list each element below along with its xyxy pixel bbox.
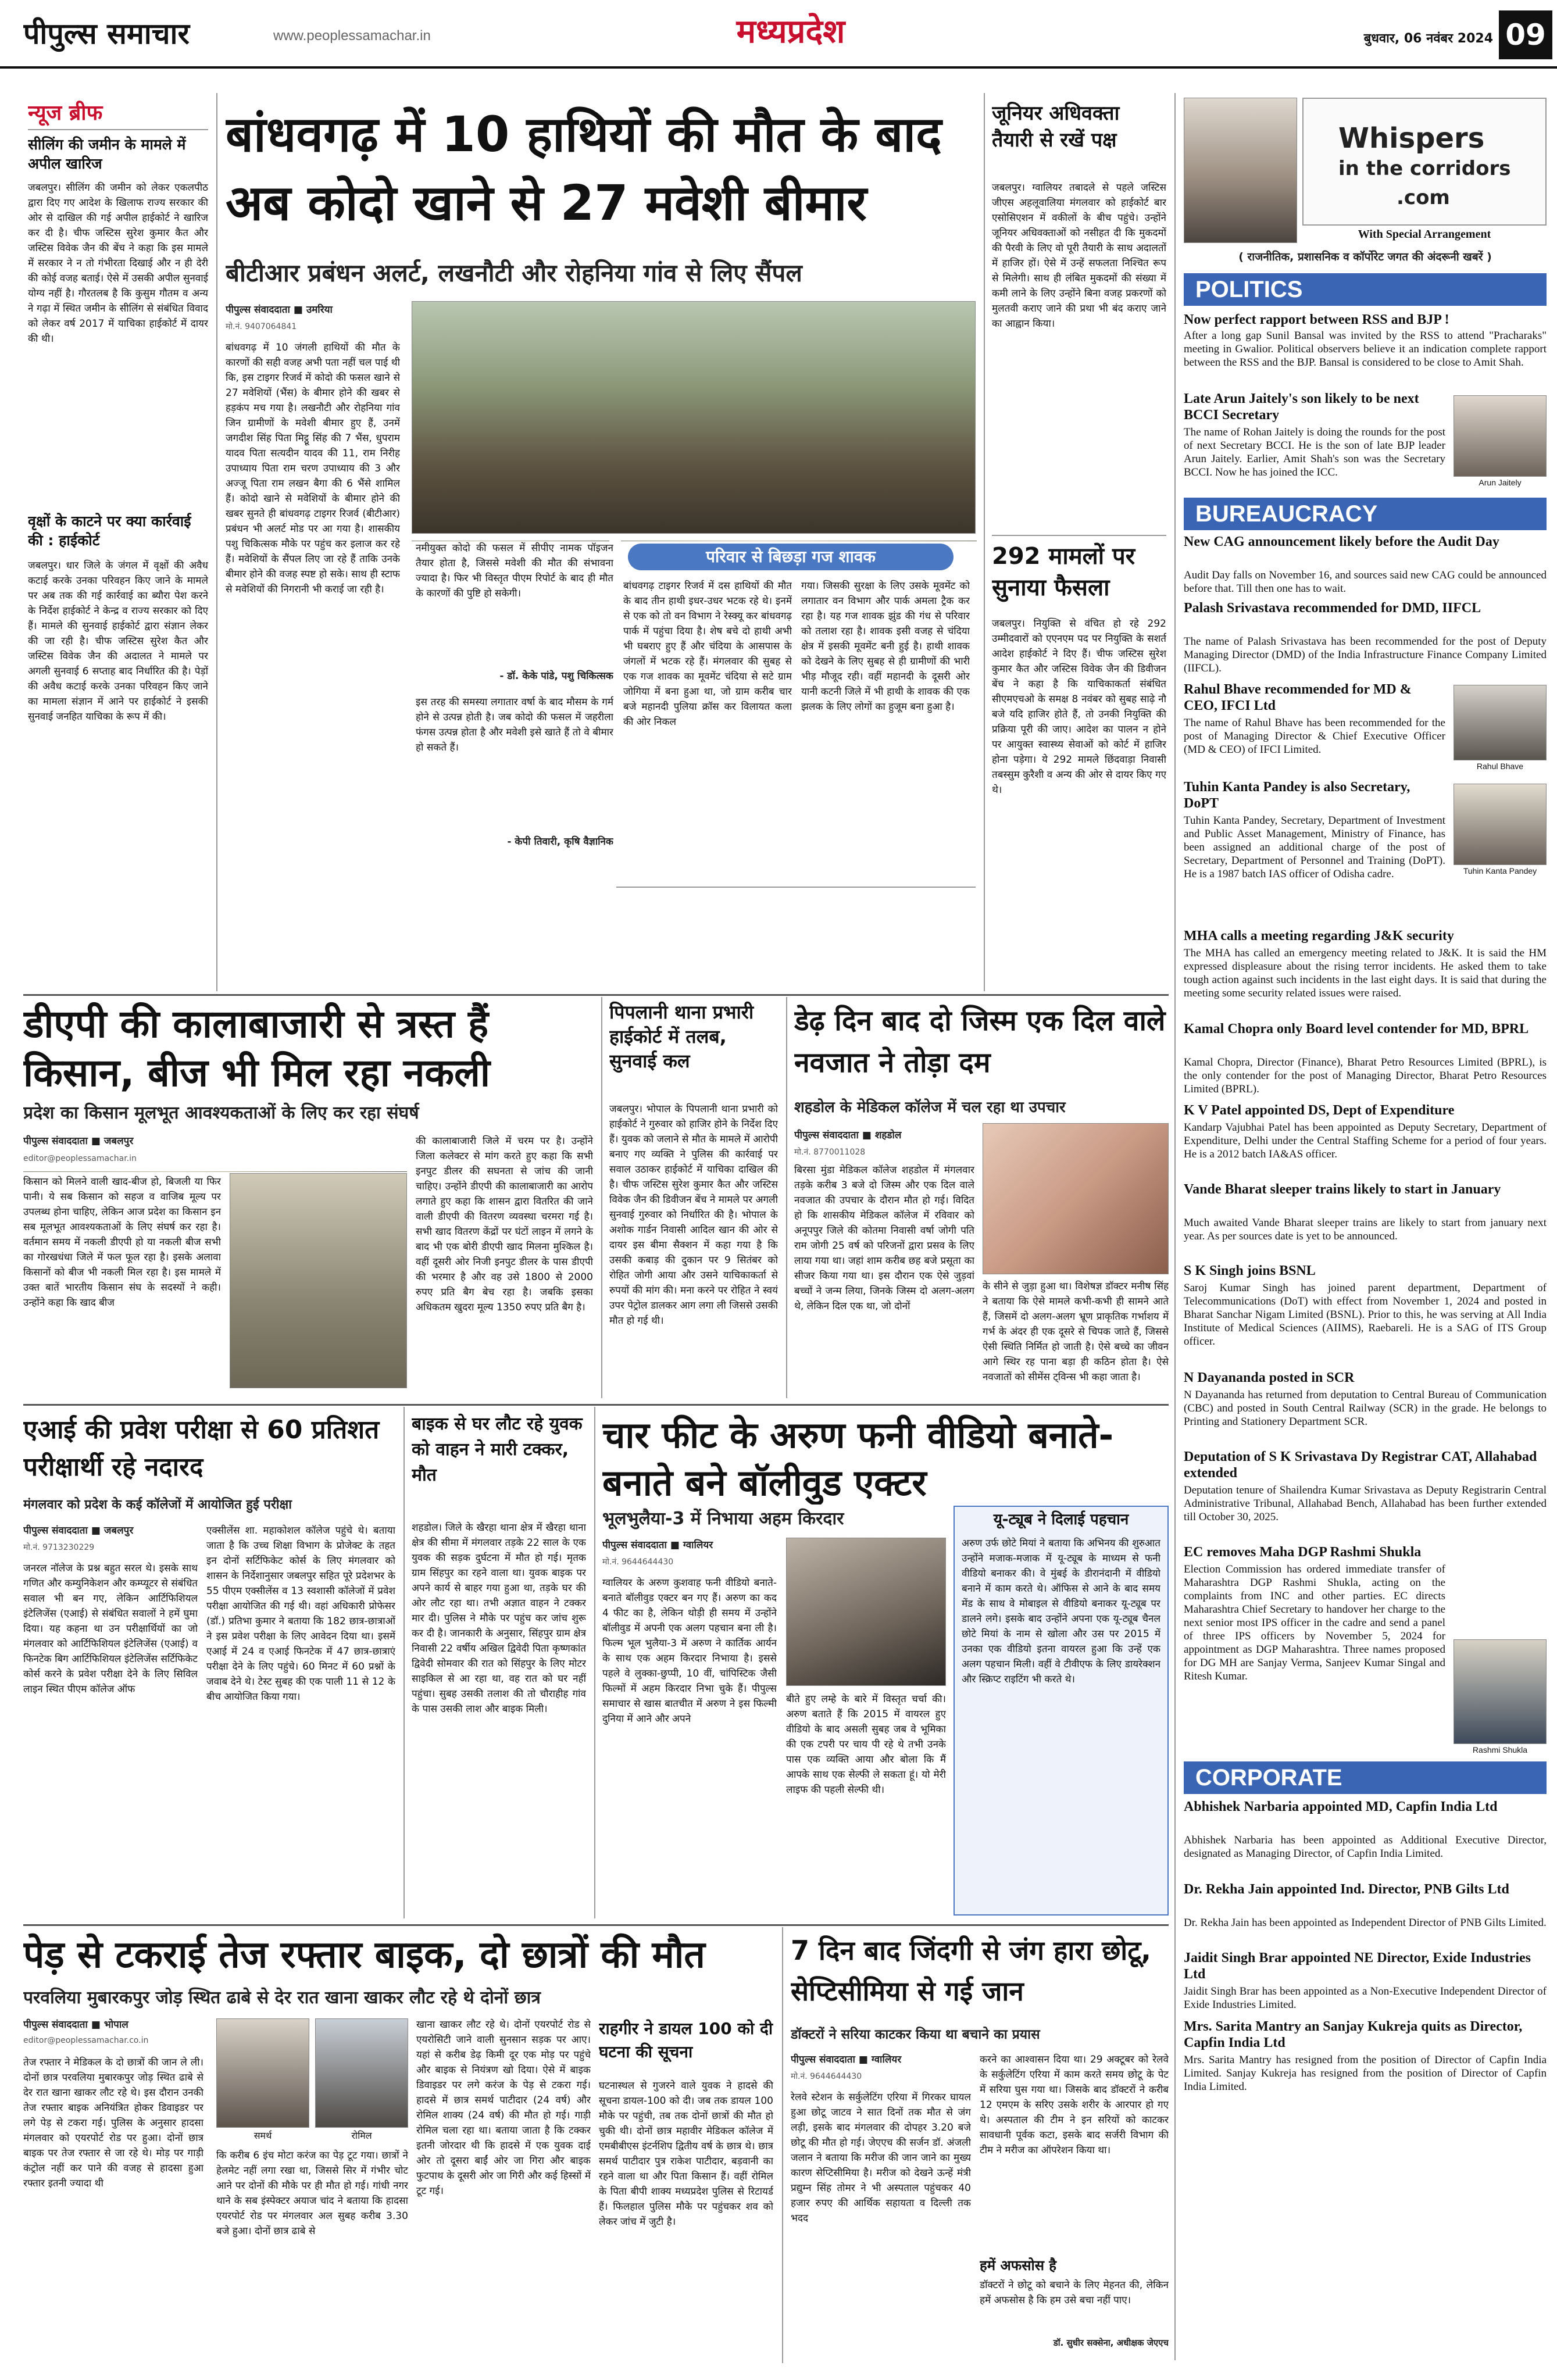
whispers-logo-domain: .com xyxy=(1397,186,1450,209)
calf-box-col-2: गया। जिसकी सुरक्षा के लिए उसके मूवमेंट को लगातार वन विभाग और पार्क अमला ट्रैक कर रहा है। यह गज शावक झुंड की गंध से परिवार को तलाश रहा है। शावक इसी वजह से चंदिया क्षेत्र में इसकी मूवमेंट बनी हुई है। हाथी शावक को देखने के लिए सुबह से ही ग्रामीणों की भारी भीड़ मौजूद रही। वहीं महानदी के दूसरी ओर यानी कटनी जिले में भी हाथी के शावक की एक झलक के लिए लोगों का हुजूम बना हुआ है। xyxy=(801,580,970,713)
dap-byline: पीपुल्स संवाददाता ■ जबलपुर xyxy=(23,1135,134,1147)
politics-item-text: The name of Rohan Jaitely is doing the rounds for the post of next Secretary BCCI. He is the son of late BJP leader Arun Jaitely. Earlier, Amit Shah's son was the Secretary BCCI. Now he has joined the ICC. xyxy=(1184,426,1445,478)
tree-headline: पेड़ से टकराई तेज रफ्तार बाइक, दो छात्रों की मौत xyxy=(23,1934,705,1977)
dap-column-1: किसान को मिलने वाली खाद-बीज हो, बिजली या फिर पानी। ये सब किसान को सहज व वाजिब मूल्य पर उपलब्ध होना चाहिए, लेकिन आज प्रदेश का किसान इन सब मूलभूत आवश्यकताओं के लिए संघर्ष कर रहा है। वर्तमान समय में नकली डीएपी हो या नकली बीज सभी का गोरखधंधा जिले में फल फूल रहा है। इसके अलावा किसानों को बीज भी नकली मिल रहा है। इस मामले में उक्त बातें भारतीय किसान संघ के सदस्यों ने कही। उन्होंने कहा कि खाद बीज xyxy=(23,1176,221,1309)
bureau-item-text: The MHA has called an emergency meeting related to J&K. It is said the HM expressed displeasure about the rising terror incidents. He asked them to take tough action against such incidents in the last eight days. It is said that during the meeting some security related issues were raised. xyxy=(1184,947,1547,999)
bureau-item-title: S K Singh joins BSNL xyxy=(1184,1263,1316,1278)
dial100-box xyxy=(599,2017,773,2357)
byline-place: ग्वालियर xyxy=(683,1539,713,1551)
pipalani-headline: पिपलानी थाना प्रभारी हाईकोर्ट में तलब, सुनवाई कल xyxy=(609,1001,754,1072)
bureau-item-title: New CAG announcement likely before the Audit Day xyxy=(1184,534,1499,549)
bureau-item-text: Tuhin Kanta Pandey, Secretary, Department of Investment and Public Asset Management, Ministry of Finance, has been assigned an additional charge of the post of Secretary, Department of Personnel and Training (DoPT). He is a 1987 batch IAS officer of Odisha cadre. xyxy=(1184,814,1445,880)
byline-text: पीपुल्स संवाददाता xyxy=(226,304,290,316)
seven-column-2: करने का आश्वासन दिया था। 29 अक्टूबर को रेलवे के सर्कुलेटिंग एरिया में काम करते समय छोटू के पेट में सरिया घुस गया था। जिसके बाद डॉक्टरों ने करीब 12 एमएम के सरिए उसके शरीर के आरपार हो गए थे। अस्पताल की टीम ने इन सरियों को काटकर सावधानी पूर्वक कटा, इसके बाद सर्जरी विभाग की टीम ने मरीज का ऑपरेशन किया था। xyxy=(980,2054,1169,2156)
byline-place: ग्वालियर xyxy=(871,2054,902,2065)
brief-text: जबलपुर। सीलिंग की जमीन को लेकर एकलपीठ द्वारा दिए गए आदेश के खिलाफ राज्य सरकार की ओर से दाखिल की गई अपील हाईकोर्ट ने खारिज कर दी है। चीफ जस्टिस सुरेश कुमार कैत और जस्टिस विवेक जैन की बेंच ने कहा कि इस मामले में सरकार ने न तो गंभीरता दिखाई और न ही देरी की कोई वजह बताई। ऐसे में उसकी अपील सुनवाई योग्य नहीं है। गौरतलब है कि कुसुम गौतम व अन्य ने गढ़ा में स्थित जमीन के सीलिंग से संबंधित विवाद को लेकर वर्ष 2017 में याचिका हाईकोर्ट में दायर की थी। xyxy=(28,182,208,345)
byline-text: पीपुल्स संवाददाता xyxy=(23,2019,88,2031)
quote-scientist: इस तरह की समस्या लगातार वर्षा के बाद मौसम के गर्म होने से उत्पन्न होती है। जब कोदो की फसल में जहरीला फंगस उत्पन्न होता है और मवेशी इसे खाते हैं तो वे बीमार हो सकते हैं। xyxy=(416,696,613,753)
byline-place: उमरिया xyxy=(306,304,333,316)
politics-item-title: Late Arun Jaitely's son likely to be next BCCI Secretary xyxy=(1184,391,1419,423)
whispers-logo-tagline: in the corridors xyxy=(1338,157,1511,180)
bureau-item-text: N Dayananda has returned from deputation to Central Bureau of Communication (CBC) and posted in South Central Railway (SCR) in the grade. He belongs to Printing and Stationery Department SCR. xyxy=(1184,1389,1547,1428)
shahdol-column-1: बिरसा मुंडा मेडिकल कॉलेज शहडोल में मंगलवार तड़के करीब 3 बजे दो जिस्म और एक दिल वाले नवजात की उपचार के दौरान मौत हो गई। विदित हो कि शासकीय मेडिकल कॉलेज में रविवार को अनूपपुर जिले की कोतमा निवासी वर्षा जोगी पति राम जोगी 25 वर्ष को परिजनों द्वारा प्रसव के लिए लाया गया था। जहां शाम करीब छह बजे प्रसूता का सीजर किया गया था। इस दौरान एक ऐसे जुड़वां बच्चों ने जन्म लिया, जिनके जिस्म दो अलग-अलग थे, लेकिन दिल एक था, जो दोनों xyxy=(794,1164,974,1312)
dap-headline: डीएपी की कालाबाजारी से त्रस्त हैं किसान, बीज भी मिल रहा नकली xyxy=(23,1002,490,1095)
corporate-item-text: Dr. Rekha Jain has been appointed as Independent Director of PNB Gilts Limited. xyxy=(1184,1917,1547,1929)
conjoined-twins-photo xyxy=(983,1123,1169,1274)
corporate-item-text: Jaidit Singh Brar has been appointed as a Non-Executive Independent Director of Exide Industries Limited. xyxy=(1184,1985,1547,2011)
bike-text: शहडोल। जिले के खैरहा थाना क्षेत्र में खैरहा थाना क्षेत्र की सीमा में मंगलवार तड़के 22 साल के एक युवक की सड़क दुर्घटना में मौत हो गई। मृतक ग्राम सिंहपुर का रहने वाला था। युवक बाइक पर अपने कार्य से बाहर गया हुआ था, तड़के घर की ओर लौट रहा था। तभी अज्ञात वाहन ने टक्कर मार दी। पुलिस ने मौके पर पहुंच कर जांच शुरू कर दी है। जानकारी के अनुसार, सिंहपुर ग्राम क्षेत्र निवासी 22 वर्षीय अखिल द्विवेदी पिता कृष्णकांत द्विवेदी सोमवार की रात को सिंहपुर के लिए मोटर साइकिल से आ रहा था, वह रात को घर नहीं पहुंचा। सुबह उसकी तलाश की तो चौराहीह गांव के पास उसकी लाश और बाइक मिली। xyxy=(412,1522,586,1715)
tuhin-pandey-photo xyxy=(1454,784,1547,865)
arun-byline: पीपुल्स संवाददाता ■ ग्वालियर xyxy=(602,1539,713,1551)
bureau-item-title: Vande Bharat sleeper trains likely to start in January xyxy=(1184,1182,1501,1197)
bureau-item-text: Election Commission has ordered immediate transfer of Maharashtra DGP Rashmi Shukla, acting on the complaints from INC and other parties. EC directs Maharashtra Chief Secretary to handover her charge to the next senior most IPS officer in the cadre and send a panel of three IPS officers by November 5, 2024 for appointment as DGP Maharashtra. Three names proposed for DG MH are Sanjay Verma, Sanjeev Kumar Singal and Ritesh Kumar. xyxy=(1184,1563,1445,1682)
bureau-item-text: Kamal Chopra, Director (Finance), Bharat Petro Resources Limited (BPRL), is the only contender for the post of Managing Director, Bharat Petro Resources Limited (BPRL). xyxy=(1184,1056,1547,1095)
shahdol-byline: पीपुल्स संवाददाता ■ शहडोल xyxy=(794,1130,902,1141)
quote-vet-attribution: - डॉ. केके पांडे, पशु चिकित्सक xyxy=(499,670,613,682)
dial100-headline: राहगीर ने डायल 100 को दी घटना की सूचना xyxy=(599,2019,773,2061)
caption-samarth: समर्थ xyxy=(253,2131,272,2141)
corporate-item-title: Mrs. Sarita Mantry an Sanjay Kukreja quits as Director, Capfin India Ltd xyxy=(1184,2019,1523,2050)
lead-byline: पीपुल्स संवाददाता ■ उमरिया xyxy=(226,304,333,316)
seven-mobile: मो.नं. 9644644430 xyxy=(791,2072,862,2081)
tuhin-pandey-caption: Tuhin Kanta Pandey xyxy=(1463,866,1537,875)
arun-column-1: ग्वालियर के अरुण कुशवाह फनी वीडियो बनाते-बनाते बॉलीवुड एक्टर बन गए हैं। अरुण का कद 4 फीट का है, लेकिन थोड़ी ही समय में उन्होंने बॉलीवुड में अपनी एक अलग पहचान बना ली है। फिल्म भूल भुलैया-3 में अरुण ने कार्तिक आर्यन के साथ एक अहम किरदार निभाया है। इससे पहले वे लुक्का-छुप्पी, 10 वीं, चांपिस्टिक जैसी फिल्मों में अहम किरदार निभा चुके हैं। पीपुल्स समाचार से खास बातचीत में अरुण ने इस फिल्मी दुनिया में आने और अपने xyxy=(602,1577,777,1725)
arun-subhead: भूलभुलैया-3 में निभाया अहम किरदार xyxy=(602,1509,844,1529)
ai-subhead: मंगलवार को प्रदेश के कई कॉलेजों में आयोजित हुई परीक्षा xyxy=(23,1498,292,1512)
bureau-item-text: Audit Day falls on November 16, and sources said new CAG could be announced before that. Till then one has to wait. xyxy=(1184,569,1547,595)
pipalani-text: जबलपुर। भोपाल के पिपलानी थाना प्रभारी को हाईकोर्ट ने गुरुवार को हाजिर होने के निर्देश दिए हैं। युवक को जलाने से मौत के मामले में आरोपी बनाए गए व्यक्ति ने पुलिस की कार्रवाई पर सवाल उठाकर हाईकोर्ट में याचिका दाखिल की है। चीफ जस्टिस सुरेश कुमार कैत और जस्टिस विवेक जैन की डिवीजन बेंच ने मामले पर अगली सुनवाई गुरुवार को निर्धारित की है। भोपाल के अशोक गार्डन निवासी आदिल खान की ओर से दायर इस बीमा सैक्शन में कहा गया है कि उसकी कबाड़ की दुकान पर 9 सितंबर को रोहित जोगी आया और उसने याचिकाकर्ता से रुपयों की मांग की। मना करने पर रोहित ने स्वयं उपर पेट्रोल डालकर आग लगा ली जिससे उसकी मौत हो गई थी। xyxy=(609,1103,778,1327)
byline-place: भोपाल xyxy=(103,2019,128,2031)
rahul-bhave-caption: Rahul Bhave xyxy=(1476,762,1524,771)
bureau-item-title: Palash Srivastava recommended for DMD, IIFCL xyxy=(1184,601,1481,616)
dap-queue-photo xyxy=(230,1173,407,1388)
regret-box-text: डॉक्टरों ने छोटू को बचाने के लिए मेहनत की, लेकिन हमें अफसोस है कि हम उसे बचा नहीं पाए। xyxy=(980,2279,1169,2306)
whispers-tagline: ( राजनीतिक, प्रशासनिक व कॉर्पोरेट जगत की अंदरूनी खबरें ) xyxy=(1238,251,1492,263)
arun-headline: चार फीट के अरुण फनी वीडियो बनाते-बनाते बने बॉलीवुड एक्टर xyxy=(602,1414,1114,1504)
news-brief-label: न्यूज ब्रीफ xyxy=(28,101,103,125)
regret-box-attribution: डॉ. सुधीर सक्सेना, अधीक्षक जेएएच xyxy=(1053,2338,1169,2348)
bureau-item-title: Deputation of S K Srivastava Dy Registrar CAT, Allahabad extended xyxy=(1184,1449,1537,1481)
seven-column-1: रेलवे स्टेशन के सर्कुलेटिंग एरिया में गिरकर घायल हुआ छोटू जाटव ने सात दिनों तक मौत से जंग लड़ी, इसके बाद मंगलवार की दोपहर 3.20 बजे छोटू की मौत हो गई। जेएएच की सर्जन डॉ. अंजली जलान ने बताया कि मरीज की जान जाने का मुख्य कारण सेप्टिसीमिया है। मरीज को देखने ऊन्हें मंत्री प्रद्युम्न सिंह तोमर ने भी अस्पताल पहुंचकर 40 हजार रुपए की आर्थिक सहायता व दिल्ली तक भदद xyxy=(791,2092,971,2224)
byline-place: जबलपुर xyxy=(103,1525,134,1536)
tree-email: editor@peoplessamachar.co.in xyxy=(23,2036,149,2045)
rahul-bhave-photo xyxy=(1454,685,1547,760)
quote-scientist-attribution: - केपी तिवारी, कृषि वैज्ञानिक xyxy=(507,836,613,848)
regret-box-title: हमें अफसोस है xyxy=(980,2257,1057,2274)
shahdol-headline: डेढ़ दिन बाद दो जिस्म एक दिल वाले नवजात ने तोड़ा दम xyxy=(794,1005,1166,1079)
whispers-arrangement: With Special Arrangement xyxy=(1358,228,1491,241)
ai-column-2: एक्सीलेंस शा. महाकोशल कॉलेज पहुंचे थे। बताया जाता है कि उच्च शिक्षा विभाग के प्रोजेक्ट के तहत इन दोनों सर्टिफिकेट कोर्स के लिए मंगलवार को शासन के निर्देशानुसार जबलपुर सहित पूरे प्रदेशभर के 55 पीएम एक्सीलेंस व 13 स्वशासी कॉलेजों में प्रवेश परीक्षा आयोजित की गई थी। वहां अधिकारी प्रोफेसर (डॉ.) प्रतिभा कुमार ने बताया कि 182 छात्र-छात्राओं ने इस प्रवेश परीक्षा के लिए आवेदन दिया था। इसमें एआई में 24 व एआई फिनटेक में 47 छात्र-छात्राएं परीक्षा देने के लिए पहुंचे। 60 मिनट में 60 प्रश्नों के जवाब देने थे। टेस्ट सुबह की एक पाली 11 से 12 के बीच आयोजित किया गया। xyxy=(206,1525,395,1703)
politics-section-header: POLITICS xyxy=(1184,273,1547,306)
bureau-item-text: The name of Palash Srivastava has been recommended for the post of Deputy Managing Director (DMD) of the India Infrastructure Finance Company Limited (IIFCL). xyxy=(1184,635,1547,674)
bureau-item-title: Rahul Bhave recommended for MD & CEO, IFCI Ltd xyxy=(1184,682,1412,713)
bureau-item-title: MHA calls a meeting regarding J&K security xyxy=(1184,928,1454,944)
columnist-portrait xyxy=(1184,98,1297,243)
shahdol-mobile: मो.नं. 8770011028 xyxy=(794,1148,866,1157)
website-url: www.peoplessamachar.in xyxy=(273,28,431,44)
byline-text: पीपुल्स संवाददाता xyxy=(791,2054,855,2065)
dap-column-2: की कालाबाजारी जिले में चरम पर है। उन्होंने जिला कलेक्टर से मांग करते हुए कहा कि सभी इनपुट डीलर की सघनता से जांच की जानी चाहिए। उन्होंने डीएपी की कालाबाजारी का आरोप लगाते हुए कहा कि शासन द्वारा वितरित की जाने वाली डीएपी की वितरण व्यवस्था चरमरा गई है। सभी खाद वितरण केंद्रों पर घंटों लाइन में लगने के बाद भी एक बोरी डीएपी खाद मिलना मुश्किल है। वहीं दूसरी ओर निजी इनपुट डीलर के पास डीएपी की भरमार है और वह उसे 1800 से 2000 रुपए प्रति बैग बेच रहा है। जबकि इसका अधिकतम खुदरा मूल्य 1350 रुपए प्रति बैग है। xyxy=(416,1135,593,1313)
tree-column-1: तेज रफ्तार ने मेडिकल के दो छात्रों की जान ले ली। दोनों छात्र परवलिया मुबारकपुर जोड़ स्थित ढाबे से देर रात खाना खाकर लौट रहे थे। इस दौरान उनकी तेज रफ्तार बाइक अनियंत्रित होकर डिवाइडर पर लगे पेड़ से टकरा गई। पुलिस के अनुसार हादसा मंगलवार को एयरपोर्ट रोड पर हुआ। दोनों छात्र बाइक पर तेज रफ्तार से जा रहे थे। मोड़ पर गाड़ी कंट्रोल नहीं कर पाने की वजह से हादसा हुआ रफ्तार इतनी ज्यादा थी xyxy=(23,2057,203,2189)
bureau-item-title: EC removes Maha DGP Rashmi Shukla xyxy=(1184,1545,1422,1560)
corporate-section-header: CORPORATE xyxy=(1184,1761,1547,1794)
calf-box-col-1: बांधवगढ़ टाइगर रिजर्व में दस हाथियों की मौत के बाद तीन हाथी इधर-उधर भटक रहे थे। इनमें से एक को तो वन विभाग ने रेस्क्यू कर बांधवगढ़ पार्क में पहुंचा दिया है। शेष बचे दो हाथी अभी भी घबराए हुए हैं और चंदिया के आसपास के जंगलों में भटक रहे हैं। मंगलवार की सुबह से एक गज शावक का मूवमेंट चंदिया से सटे ग्राम जोगिया में बना हुआ था, जो ग्राम करीब चार बजे महानदी पुलिया क्रॉस कर विलायत कला की ओर निकल xyxy=(623,580,792,728)
dap-farmers-queue-photo xyxy=(23,1171,407,1172)
lead-subhead: बीटीआर प्रबंधन अलर्ट, लखनौटी और रोहनिया गांव से लिए सैंपल xyxy=(226,259,802,287)
tree-column-3: खाना खाकर लौट रहे थे। दोनों एयरपोर्ट रोड से एयरोसिटी जाने वाली सुनसान सड़क पर आए। यहां से करीब डेढ़ किमी दूर एक मोड़ पर पहुंचे और बाइक से नियंत्रण खो दिया। ऐसे में बाइक डिवाइडर पर लगे करंज के पेड़ से टकरा गई। हादसे में छात्र समर्थ पाटीदार (24 वर्ष) और रोमिल शाक्य (24 वर्ष) की मौत हो गई। गाड़ी रोमिल चला रहा था। बताया जाता है कि टक्कर इतनी जोरदार थी कि हादसे में एक युवक दाई ओर तो दूसरा बाईं ओर जा गिरा और बाइक फुटपाथ के दूसरी ओर जा गिरी और कई हिस्सों में टूट गई। xyxy=(416,2019,591,2197)
rashmi-shukla-photo xyxy=(1454,1639,1547,1744)
brief-headline: वृक्षों के काटने पर क्या कार्रवाई की : हाईकोर्ट xyxy=(28,513,191,549)
byline-text: पीपुल्स संवाददाता xyxy=(23,1525,88,1536)
byline-text: पीपुल्स संवाददाता xyxy=(602,1539,667,1551)
bureaucracy-section-header: BUREAUCRACY xyxy=(1184,498,1547,530)
dap-subhead: प्रदेश का किसान मूलभूत आवश्यकताओं के लिए कर रहा संघर्ष xyxy=(23,1103,419,1123)
politics-item-text: After a long gap Sunil Bansal was invited by the RSS to attend "Pracharaks" meeting in Gwalior. Political observers believe it an indication complete rapport between the RSS and the BJP. Bansal is considered to be close to Amit Shah. xyxy=(1184,330,1547,369)
bureau-item-title: Tuhin Kanta Pandey is also Secretary, DoPT xyxy=(1184,780,1410,811)
bureau-item-text: Saroj Kumar Singh has joined parent department, Department of Telecommunications (DoT) with effect from November 1, 2024 and posted in Bharat Sanchar Nigam Limited (BSNL). Prior to this, he was serving at All India Institute of Medical Sciences (AIIMS), Raebareli. He is a SAG of ITS Group officer. xyxy=(1184,1282,1547,1348)
whispers-logo-word: Whispers xyxy=(1338,122,1485,155)
tree-byline: पीपुल्स संवाददाता ■ भोपाल xyxy=(23,2019,128,2031)
corporate-item-title: Jaidit Singh Brar appointed NE Director, Exide Industries Ltd xyxy=(1184,1950,1531,1982)
corporate-item-title: Abhishek Narbaria appointed MD, Capfin India Ltd xyxy=(1184,1799,1498,1814)
regret-box xyxy=(980,2256,1169,2357)
arun-photo xyxy=(786,1538,946,1686)
ai-column-1: जनरल नॉलेज के प्रश्न बहुत सरल थे। इसके साथ गणित और कम्युनिकेशन और कम्प्यूटर से संबंधित सवाल भी बन गए, लेकिन आर्टिफिशियल इंटेलिजेंस (एआई) से संबंधित सवालों ने हमें घुमा दिया। यह कहना था उन परीक्षार्थियों का जो मंगलवार को आर्टिफिशियल इंटेलिजेंस (एआई) व फिनटेक बिग आर्टिफिशियल इंटेलिजेंस सर्टिफिकेट कोर्स करने के प्रवेश परीक्षा देने के लिए सिविल लाइन स्थित पीएम कॉलेज ऑफ xyxy=(23,1563,198,1695)
rashmi-shukla-caption: Rashmi Shukla xyxy=(1472,1745,1528,1754)
bike-headline: बाइक से घर लौट रहे युवक को वाहन ने मारी टक्कर, मौत xyxy=(412,1414,583,1485)
arun-column-2: बीते हुए लम्हे के बारे में विस्तृत चर्चा की। अरुण बताते हैं कि 2015 में वायरल हुए वीडियो के बाद असली सुबह जब वे भूमिका की एक टपरी पर चाय पी रहे थे तभी उनके पास एक व्यक्ति आया और बोला कि मैं आपके साथ एक सेल्फी ले सकता हूं। यो मेरी लाइफ की पहली सेल्फी थी। xyxy=(786,1693,946,1796)
lead-column-1: बांधवगढ़ में 10 जंगली हाथियों की मौत के कारणों की सही वजह अभी पता नहीं चल पाई थी कि, इस टाइगर रिजर्व में कोदो की फसल खाने से 27 मवेशियों (भैंस) के बीमार होने की खबर से हड़कंप मच गया है। लखनौटी और रोहनिया गांव जिन ग्रामीणों के मवेशी बीमार हुए हैं, उनमें जगदीश सिंह पिता मिट्ठू सिंह की 7 भैंस, धुपराम यादव पिता सत्यदीन यादव की 11, राम निरीह उपाध्याय पिता राम चरण उपाध्याय की 3 और अज्जू पिता राम लखन बैगा की 6 भैंसे शामिल हैं। कोदो खाने से मवेशियों के बीमार होने की खबर सुनते ही बांधवगढ़ टाइगर रिजर्व (बीटीआर) प्रबंधन भी अलर्ट मोड पर आ गया है। शासकीय पशु चिकित्सक मौके पर पहुंच कर इलाज कर रहे हैं। मवेशियों के सैंपल लिए जा रहे हैं ताकि उनके बीमार होने की वजह स्पष्ट हो सके। साथ ही स्टाफ से मवेशियों की निगरानी भी कराई जा रही है। xyxy=(226,342,400,595)
tree-subhead: परवलिया मुबारकपुर जोड़ स्थित ढाबे से देर रात खाना खाकर लौट रहे थे दोनों छात्र xyxy=(23,1988,541,2008)
seven-subhead: डॉक्टरों ने सरिया काटकर किया था बचाने का प्रयास xyxy=(791,2027,1040,2042)
student-samarth-photo xyxy=(216,2018,309,2128)
brief-headline: सीलिंग की जमीन के मामले में अपील खारिज xyxy=(28,136,186,172)
seven-byline: पीपुल्स संवाददाता ■ ग्वालियर xyxy=(791,2054,902,2065)
politics-item-title: Now perfect rapport between RSS and BJP ! xyxy=(1184,312,1449,327)
caption-romil: रोमिल xyxy=(351,2131,372,2141)
lead-headline: बांधवगढ़ में 10 हाथियों की मौत के बाद अब कोदो खाने से 27 मवेशी बीमार xyxy=(226,106,942,231)
youtube-box-text: अरुण उर्फ छोटे मियां ने बताया कि अभिनय की शुरुआत उन्होंने मजाक-मजाक में यू-ट्यूब के माध्यम से फनी वीडियो बनाकर की। वे मुंबई के डीरानंदानी में वीडियो बनाने में काम करते थे। ऑफिस से आने के बाद समय मेंड के साथ वे मोबाइल से वीडियो बनाकर यू-ट्यूब पर डालने लगे। इसके बाद उन्होंने अपना एक यू-ट्यूब चैनल छोटे मियां के नाम से खोला और उस पर 2015 में उनका एक वीडियो इतना वायरल हुआ कि उन्हें एक अलग पहचान मिली। वहीं वे टीवीएफ के लिए डायरेक्शन और स्क्रिप्ट राइटिंग भी करते थे। xyxy=(962,1538,1160,1685)
ai-mobile: मो.नं. 9713230229 xyxy=(23,1543,95,1552)
verdict-text: जबलपुर। नियुक्ति से वंचित हो रहे 292 उम्मीदवारों को एएनएम पद पर नियुक्ति के सशर्त आदेश हाईकोर्ट ने दिए हैं। चीफ जस्टिस सुरेश कुमार कैत और जस्टिस विवेक जैन की डिवीजन बेंच ने कहा है कि याचिकाकर्ता संबंधित सीएमएचओ के समक्ष 8 नवंबर को सुबह साढ़े नौ बजे यदि हाजिर होते हैं, तो उनकी नियुक्ति की प्रक्रिया पूरी की जाए। आदेश का पालन न होने पर आयुक्त स्वास्थ्य सेवाओं को कोर्ट में हाजिर होना पड़ेगा। ये 292 मामले छिंदवाड़ा निवासी तबस्सुम कुरैशी व अन्य की ओर से दायर किए गए थे। xyxy=(992,618,1166,796)
bureau-item-title: N Dayananda posted in SCR xyxy=(1184,1370,1355,1385)
ai-byline: पीपुल्स संवाददाता ■ जबलपुर xyxy=(23,1525,134,1536)
bureau-item-text: Kandarp Vajubhai Patel has been appointed as Deputy Secretary, Department of Expenditure, Delhi under the Central Staffing Scheme for a period of four years. He is a 2012 batch IA&AS officer. xyxy=(1184,1121,1547,1160)
student-romil-photo xyxy=(315,2018,408,2128)
paper-name: पीपुल्स समाचार xyxy=(23,17,190,51)
shahdol-subhead: शहडोल के मेडिकल कॉलेज में चल रहा था उपचार xyxy=(794,1099,1066,1116)
ai-headline: एआई की प्रवेश परीक्षा से 60 प्रतिशत परीक्षार्थी रहे नदारद xyxy=(23,1415,380,1482)
byline-text: पीपुल्स संवाददाता xyxy=(794,1130,859,1141)
masthead xyxy=(0,0,1557,69)
bureau-item-title: Kamal Chopra only Board level contender for MD, BPRL xyxy=(1184,1021,1529,1037)
seven-headline: 7 दिन बाद जिंदगी से जंग हारा छोटू, सेप्टिसीमिया से गई जान xyxy=(791,1935,1151,2007)
arun-jaitely-caption: Arun Jaitely xyxy=(1479,478,1522,487)
page-number: 09 xyxy=(1499,10,1552,59)
corporate-item-text: Abhishek Narbaria has been appointed as Additional Executive Director, designated as Managing Director, of Capfin India Limited. xyxy=(1184,1834,1547,1860)
dial100-text: घटनास्थल से गुजरने वाले युवक ने हादसे की सूचना डायल-100 को दी। जब तक डायल 100 मौके पर पहुंची, तब तक दोनों छात्रों की मौत हो चुकी थी। दोनों छात्र महावीर मेडिकल कॉलेज में एमबीबीएस इंटर्नशिप द्वितीय वर्ष के छात्र थे। छात्र समर्थ पाटीदार पुत्र राकेश पाटीदार, बड़वानी का रहने वाला था और पिता किसान हैं। वहीं रोमिल के पिता बीपी शाक्य मध्यप्रदेश पुलिस से रिटायर्ड हैं। फिलहाल पुलिस मौके पर पहुंचकर शव को लेकर जांच में जुटी है। xyxy=(599,2080,773,2228)
corporate-item-text: Mrs. Sarita Mantry has resigned from the position of Director of Capfin India Limited. Sanjay Kukreja has resigned from the position of Director of Capfin India Limited. xyxy=(1184,2054,1547,2093)
corporate-item-title: Dr. Rekha Jain appointed Ind. Director, PNB Gilts Ltd xyxy=(1184,1882,1509,1897)
byline-text: पीपुल्स संवाददाता xyxy=(23,1135,88,1147)
quote-vet: नमीयुक्त कोदो की फसल में सीपीए नामक पॉइजन तैयार होता है, जिससे मवेशी की मौत की संभावना ज्यादा है। फिर भी विस्तृत पीएम रिपोर्ट के बाद ही मौत के कारणों की पुष्टि हो सकेगी। xyxy=(416,542,613,599)
lead-photo-villagers xyxy=(412,301,976,534)
tree-column-2: कि करीब 6 इंच मोटा करंज का पेड़ टूट गया। छात्रों ने हेलमेट नहीं लगा रखा था, जिससे सिर में गंभीर चोट आने पर दोनों की मौके पर ही मौत हो गई। गांधी नगर थाने के सब इंस्पेक्टर अयाज चांद ने बताया कि हादसा एयरपोर्ट रोड पर मंगलवार अल सुबह करीब 3.30 बजे हुआ। दोनों छात्र ढाबे से xyxy=(216,2150,408,2237)
calf-box-title: परिवार से बिछड़ा गज शावक xyxy=(628,544,954,570)
junior-text: जबलपुर। ग्वालियर तबादले से पहले जस्टिस जीएस अहलूवालिया मंगलवार को हाईकोर्ट बार एसोसिएशन में वकीलों के बीच पहुंचे। उन्होंने जूनियर अधिवक्ताओं को नसीहत दी कि मुकदमों की पैरवी के लिए वो पूरी तैयारी के साथ अदालतों में हाजिर हों। ऐसे में उन्हें सफलता निश्चित रूप से मिलेगी। साथ ही लंबित मुकदमों की संख्या में कमी लाने के लिए उन्होंने बिना वजह प्रकरणों को मुलतवी कराए जाने की प्रथा भी बंद कराए जाने का आह्वान किया। xyxy=(992,182,1166,330)
section-title: मध्यप्रदेश xyxy=(736,13,845,51)
bureau-item-text: The name of Rahul Bhave has been recommended for the post of Managing Director & Chief Executive Officer (MD & CEO) of IFCI Limited. xyxy=(1184,717,1445,756)
bureau-item-text: Deputation tenure of Shailendra Kumar Srivastava as Deputy Registrarin Central Administrative Tribunal, Allahabad Bench, Allahabad has been further extended till October 30, 2025. xyxy=(1184,1484,1547,1523)
shahdol-column-2: के सीने से जुड़ा हुआ था। विशेषज्ञ डॉक्टर मनीष सिंह ने बताया कि ऐसे मामले कभी-कभी ही सामने आते हैं, जिसमें दो अलग-अलग भ्रूण प्राकृतिक गर्भाशय में गर्भ के अंदर ही एक दूसरे से चिपक जाते हैं, जिससे ऐसी स्थिति निर्मित हो जाती है। ऐसे बच्चे का जीवन आगे स्थिर रह पाना बड़ा ही कठिन होता है। ऐसे नवजातों को सीमेंस ट्विन्स भी कहा जाता है। xyxy=(983,1281,1169,1383)
youtube-box-title: यू-ट्यूब ने दिलाई पहचान xyxy=(993,1511,1129,1528)
arun-mobile: मो.नं. 9644644430 xyxy=(602,1557,674,1567)
bureau-item-title: K V Patel appointed DS, Dept of Expenditure xyxy=(1184,1103,1455,1118)
brief-text: जबलपुर। धार जिले के जंगल में वृक्षों की अवैध कटाई करके उनका परिवहन किए जाने के मामले पर अब तक की गई कार्रवाई का ब्यौरा पेश करने के निर्देश हाईकोर्ट ने केन्द्र व राज्य सरकार को दिए हैं। मामले की सुनवाई हाईकोर्ट द्वारा संज्ञान लेकर की जा रही है। चीफ जस्टिस सुरेश कैत और जस्टिस विवेक जैन की अदालत ने मामले पर अगली सुनवाई 6 सप्ताह बाद निर्धारित की है। पेड़ों की अवैध कटाई करके उनका परिवहन किए जाने का मामला संज्ञान में आने पर हाईकोर्ट ने इसकी सुनवाई जनहित याचिका के रूप में की। xyxy=(28,560,208,723)
lead-mobile: मो.नं. 9407064841 xyxy=(226,322,297,331)
arun-jaitely-photo xyxy=(1454,395,1547,477)
dap-email: editor@peoplessamachar.in xyxy=(23,1154,137,1163)
whispers-logo xyxy=(1302,98,1547,226)
byline-place: जबलपुर xyxy=(103,1135,134,1147)
byline-place: शहडोल xyxy=(874,1130,902,1141)
issue-date: बुधवार, 06 नवंबर 2024 xyxy=(1363,31,1493,46)
youtube-box xyxy=(954,1506,1169,1916)
junior-headline: जूनियर अधिवक्ता तैयारी से रखें पक्ष xyxy=(992,102,1120,152)
bureau-item-text: Much awaited Vande Bharat sleeper trains are likely to start from january next year. As per sources date is yet to be announced. xyxy=(1184,1217,1547,1242)
verdict-headline: 292 मामलों पर सुनाया फैसला xyxy=(992,543,1135,601)
